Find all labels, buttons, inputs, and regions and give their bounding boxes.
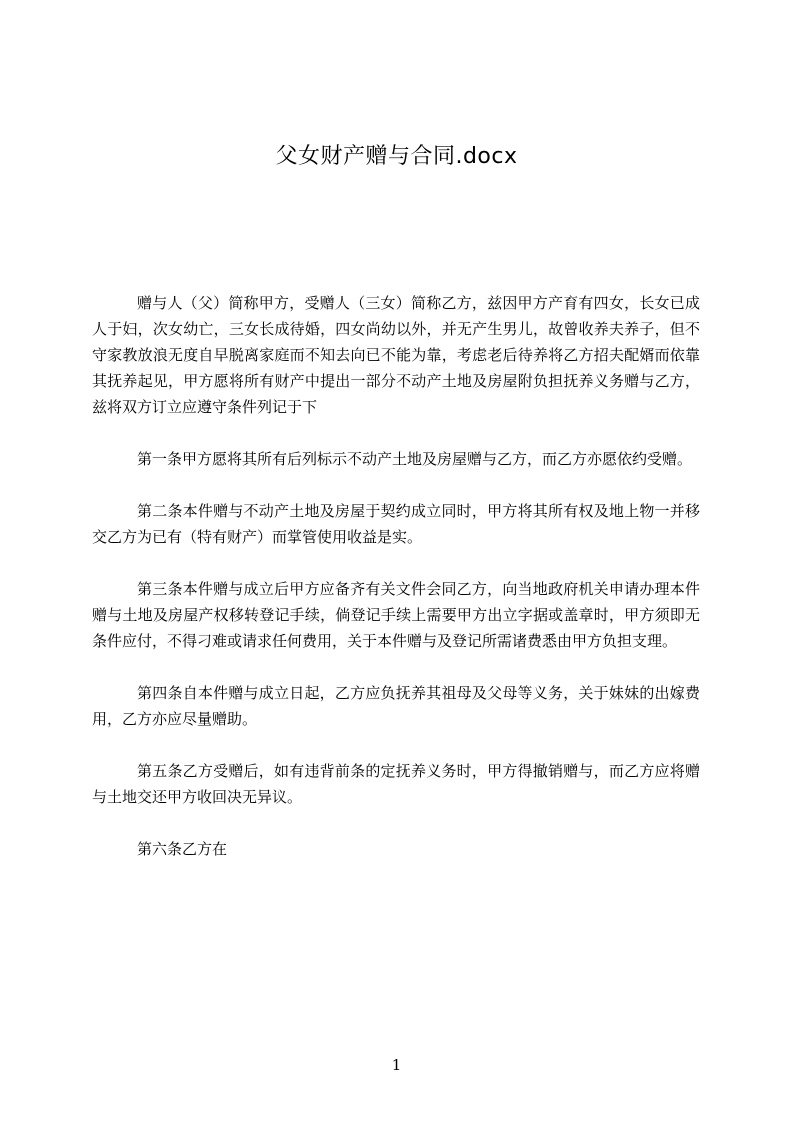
page-number: 1 — [391, 1056, 402, 1074]
paragraph-article-3: 第三条本件赠与成立后甲方应备齐有关文件会同乙方，向当地政府机关申请办理本件赠与土地及房屋产权移转登记手续，倘登记手续上需要甲方出立字据或盖章时，甲方须即无条件应付，不得刁难或请求任何费用，关于本件赠与及登记所需诸费悉由甲方负担支理。 — [92, 580, 700, 650]
document-title: 父女财产赠与合同.docx — [275, 144, 518, 169]
paragraph-article-4: 第四条自本件赠与成立日起，乙方应负抚养其祖母及父母等义务，关于妹妹的出嫁费用，乙方亦应尽量赠助。 — [92, 684, 700, 728]
paragraph-article-1: 第一条甲方愿将其所有后列标示不动产土地及房屋赠与乙方，而乙方亦愿依约受赠。 — [137, 450, 693, 468]
paragraph-preamble: 赠与人（父）简称甲方，受赠人（三女）简称乙方，兹因甲方产育有四女，长女已成人于妇，次女幼亡，三女长成待婚，四女尚幼以外，并无产生男儿，故曾收养夫养子，但不守家教放浪无度自早脱离家庭而不知去向已不能为靠，考虑老后待养将乙方招夫配婿而依靠其抚养起见，甲方愿将所有财产中提出一部分不动产土地及房屋附负担抚养义务赠与乙方，兹将双方订立应遵守条件列记于下 — [92, 294, 700, 416]
paragraph-article-6: 第六条乙方在 — [137, 840, 228, 858]
paragraph-article-5: 第五条乙方受赠后，如有违背前条的定抚养义务时，甲方得撤销赠与，而乙方应将赠与土地交还甲方收回决无异议。 — [92, 762, 700, 806]
document-body — [92, 290, 700, 888]
paragraph-article-2: 第二条本件赠与不动产土地及房屋于契约成立同时，甲方将其所有权及地上物一并移交乙方为已有（特有财产）而掌管使用收益是实。 — [92, 502, 700, 546]
